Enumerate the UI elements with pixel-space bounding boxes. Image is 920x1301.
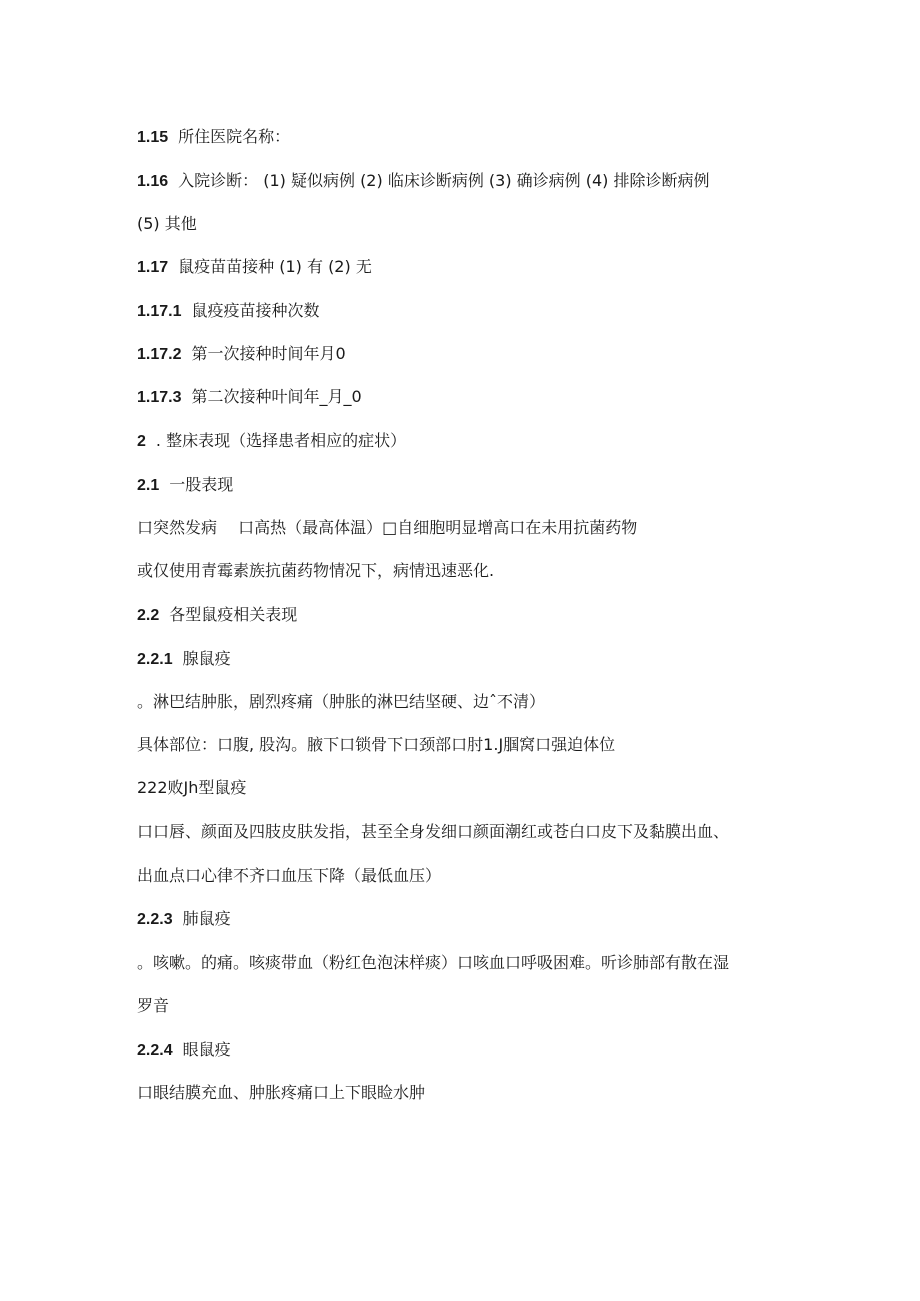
line-text: 口突然发病 口高热（最高体温）□自细胞明显增高口在未用抗菌药物 [137, 518, 638, 537]
document-line [137, 1082, 425, 1104]
line-text: 鼠疫苗苗接种 (1) 有 (2) 无 [178, 257, 372, 276]
document-line [137, 865, 441, 887]
line-text: 各型鼠疫相关表现 [169, 605, 298, 624]
document-line [137, 256, 372, 279]
section-number: 1.16 [137, 173, 169, 190]
section-number: 1.17.3 [137, 389, 182, 406]
document-line [137, 170, 710, 193]
line-text: 一股表现 [169, 475, 234, 494]
document-line [137, 213, 197, 235]
line-text: 。淋巴结肿胀，剧烈疼痛（肿胀的淋巴结坚硬、边ˆ不清） [137, 692, 546, 711]
document-line [137, 1039, 231, 1062]
line-text: 眼鼠疫 [182, 1040, 231, 1059]
line-text: 入院诊断： (1) 疑似病例 (2) 临床诊断病例 (3) 确诊病例 (4) 排除诊断病例 [178, 171, 710, 190]
document-line [137, 474, 233, 497]
line-text: . 整床表现（选择患者相应的症状） [155, 431, 407, 450]
document-line [137, 430, 406, 453]
section-number: 2.2.4 [137, 1042, 173, 1059]
document-line [137, 604, 297, 627]
document-line [137, 908, 231, 931]
section-number: 2.2.3 [137, 911, 173, 928]
document-line [137, 952, 729, 974]
line-text: 肺鼠疫 [182, 909, 231, 928]
section-number: 1.17.2 [137, 346, 182, 363]
section-number: 2.1 [137, 477, 160, 494]
document-line [137, 386, 362, 409]
line-text: 鼠疫疫苗接种次数 [191, 301, 320, 320]
line-text: 222败Jh型鼠疫 [137, 778, 247, 797]
document-line [137, 691, 545, 713]
line-text: 出血点口心律不齐口血压下降（最低血压） [137, 866, 442, 885]
section-number: 2.2.1 [137, 651, 173, 668]
section-number: 1.15 [137, 129, 169, 146]
line-text: 。咳嗽。的痛。咳痰带血（粉红色泡沫样痰）口咳血口呼吸困难。听诊肺部有散在湿 [137, 953, 730, 972]
section-number: 2 [137, 433, 146, 450]
document-line [137, 734, 615, 756]
document-line [137, 560, 494, 582]
section-number: 1.17 [137, 259, 169, 276]
line-text: 罗音 [137, 996, 170, 1015]
document-line [137, 300, 320, 323]
document-line [137, 517, 637, 539]
line-text: 口眼结膜充血、肿胀疼痛口上下眼睑水肿 [137, 1083, 426, 1102]
section-number: 1.17.1 [137, 303, 182, 320]
document-line [137, 343, 346, 366]
document-line [137, 126, 290, 149]
line-text: 腺鼠疫 [182, 649, 231, 668]
line-text: 所住医院名称： [178, 127, 291, 146]
document-line [137, 821, 729, 843]
line-text: 具体部位：口腹, 股沟。腋下口锁骨下口颈部口肘1.J腘窝口强迫体位 [137, 735, 616, 754]
line-text: 第一次接种时间年月0 [191, 344, 346, 363]
line-text: 口口唇、颜面及四肢皮肤发指，甚至全身发细口颜面潮红或苍白口皮下及黏膜出血、 [137, 822, 730, 841]
section-number: 2.2 [137, 607, 160, 624]
document-line [137, 995, 169, 1017]
line-text: 第二次接种叶间年_月_0 [191, 387, 362, 406]
document-line [137, 777, 246, 799]
line-text: 或仅使用青霉素族抗菌药物情况下，病情迅速恶化. [137, 561, 495, 580]
line-text: (5) 其他 [137, 214, 197, 233]
document-line [137, 648, 231, 671]
